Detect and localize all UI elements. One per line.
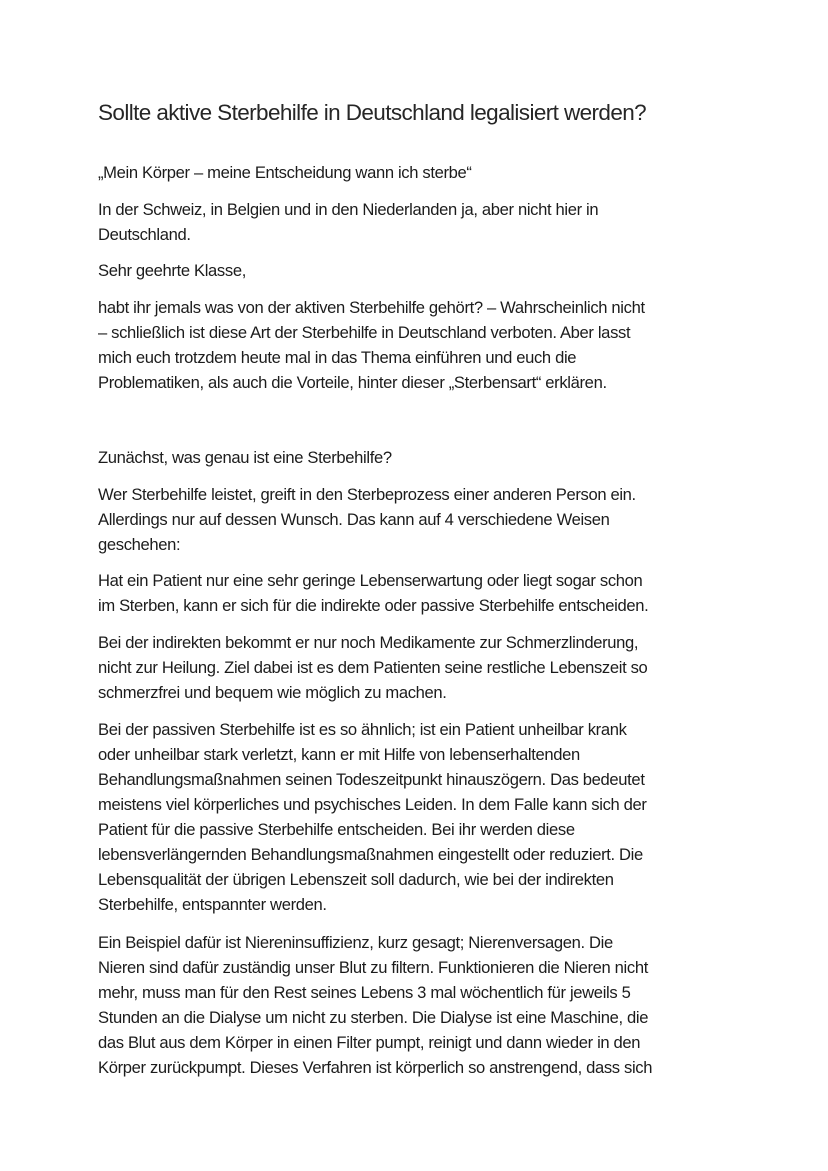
text-line: In der Schweiz, in Belgien und in den Niederlanden ja, aber nicht hier in — [98, 200, 599, 219]
text-line: Problematiken, als auch die Vorteile, hinter dieser „Sterbensart“ erklären. — [98, 373, 607, 392]
paragraph-patient-choice — [98, 568, 648, 618]
text-line: Bei der indirekten bekommt er nur noch Medikamente zur Schmerzlinderung, — [98, 633, 639, 652]
paragraph-quote — [98, 160, 472, 185]
text-line: Stunden an die Dialyse um nicht zu sterben. Die Dialyse ist eine Maschine, die — [98, 1008, 649, 1027]
document-title: Sollte aktive Sterbehilfe in Deutschland legalisiert werden? — [98, 100, 647, 125]
text-line: – schließlich ist diese Art der Sterbehilfe in Deutschland verboten. Aber lasst — [98, 323, 631, 342]
text-line: mich euch trotzdem heute mal in das Thema einführen und euch die — [98, 348, 577, 367]
text-line: Behandlungsmaßnahmen seinen Todeszeitpunkt hinauszögern. Das bedeutet — [98, 770, 645, 789]
text-line: Ein Beispiel dafür ist Niereninsuffizienz, kurz gesagt; Nierenversagen. Die — [98, 933, 613, 952]
section-question — [98, 445, 392, 470]
text-line: Zunächst, was genau ist eine Sterbehilfe? — [98, 448, 392, 467]
text-line: lebensverlängernden Behandlungsmaßnahmen eingestellt oder reduziert. Die — [98, 845, 643, 864]
text-line: Bei der passiven Sterbehilfe ist es so ähnlich; ist ein Patient unheilbar krank — [98, 720, 627, 739]
text-line: Sehr geehrte Klasse, — [98, 261, 246, 280]
paragraph-opening — [98, 295, 645, 395]
text-line: Deutschland. — [98, 225, 191, 244]
paragraph-intro — [98, 197, 598, 247]
text-line: Nieren sind dafür zuständig unser Blut zu filtern. Funktionieren die Nieren nicht — [98, 958, 648, 977]
text-line: Lebensqualität der übrigen Lebenszeit soll dadurch, wie bei der indirekten — [98, 870, 614, 889]
text-line: Patient für die passive Sterbehilfe entscheiden. Bei ihr werden diese — [98, 820, 575, 839]
text-line: mehr, muss man für den Rest seines Lebens 3 mal wöchentlich für jeweils 5 — [98, 983, 631, 1002]
text-line: „Mein Körper – meine Entscheidung wann ich sterbe“ — [98, 163, 472, 182]
text-line: Sterbehilfe, entspannter werden. — [98, 895, 327, 914]
paragraph-definition — [98, 482, 636, 557]
text-line: habt ihr jemals was von der aktiven Sterbehilfe gehört? – Wahrscheinlich nicht — [98, 298, 645, 317]
text-line: das Blut aus dem Körper in einen Filter pumpt, reinigt und dann wieder in den — [98, 1033, 641, 1052]
text-line: oder unheilbar stark verletzt, kann er mit Hilfe von lebenserhaltenden — [98, 745, 580, 764]
text-line: Wer Sterbehilfe leistet, greift in den Sterbeprozess einer anderen Person ein. — [98, 485, 636, 504]
text-line: schmerzfrei und bequem wie möglich zu machen. — [98, 683, 447, 702]
text-line: Körper zurückpumpt. Dieses Verfahren ist körperlich so anstrengend, dass sich — [98, 1058, 653, 1077]
text-line: meistens viel körperliches und psychisches Leiden. In dem Falle kann sich der — [98, 795, 647, 814]
paragraph-salutation — [98, 258, 246, 283]
text-line: geschehen: — [98, 535, 181, 554]
text-line: im Sterben, kann er sich für die indirekte oder passive Sterbehilfe entscheiden. — [98, 596, 649, 615]
paragraph-indirect — [98, 630, 647, 705]
text-line: nicht zur Heilung. Ziel dabei ist es dem Patienten seine restliche Lebenszeit so — [98, 658, 648, 677]
text-line: Allerdings nur auf dessen Wunsch. Das kann auf 4 verschiedene Weisen — [98, 510, 610, 529]
paragraph-example — [98, 930, 652, 1080]
text-line: Hat ein Patient nur eine sehr geringe Lebenserwartung oder liegt sogar schon — [98, 571, 643, 590]
paragraph-passive — [98, 717, 647, 917]
